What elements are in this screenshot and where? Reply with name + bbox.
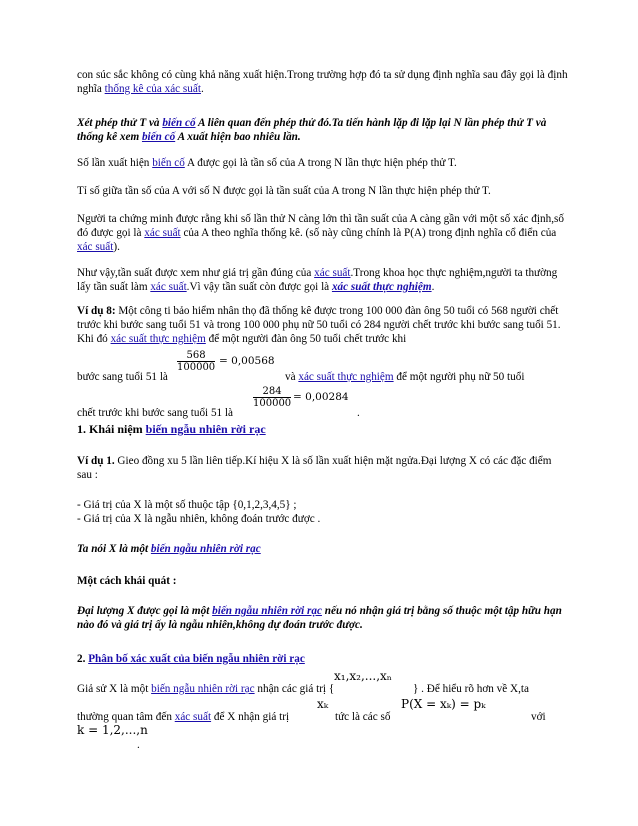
- link-xac-suat[interactable]: xác suất: [174, 711, 212, 723]
- text: Đại lượng X được gọi là một: [77, 605, 213, 617]
- fraction-denominator: 100000: [253, 398, 292, 409]
- paragraph-line: [77, 710, 289, 724]
- text: Xét phép thử T và: [77, 117, 163, 129]
- text: nếu nó nhận giá trị bằng số thuộc một tập hữu hạn nào đó và giá trị ấy là ngẫu nhiên,không dự đoán trước được.: [77, 605, 562, 631]
- text: tức là các số: [335, 711, 391, 723]
- text: A xuất hiện bao nhiêu lần.: [175, 131, 301, 143]
- text: } . Để hiểu rõ hơn về X,ta: [413, 683, 529, 695]
- text: bước sang tuổi 51 là: [77, 371, 168, 383]
- text: Số lần xuất hiện: [77, 157, 153, 169]
- link-xac-suat[interactable]: xác suất: [314, 267, 351, 279]
- text: Như vậy,tần suất được xem như giá trị gần đúng của: [77, 267, 315, 279]
- text: Một cách khái quát :: [77, 575, 177, 587]
- paragraph-relative-frequency: [77, 184, 569, 198]
- paragraph-line: [285, 370, 524, 384]
- example-label: Ví dụ 1.: [77, 455, 115, 467]
- paragraph-line: [77, 682, 334, 696]
- text: 2.: [77, 653, 89, 665]
- text: Giả sử X là một: [77, 683, 152, 695]
- fraction-numerator: 568: [177, 350, 215, 362]
- list-item: - Giá trị của X là một số thuộc tập {0,1,2,3,4,5} ;: [77, 499, 297, 511]
- link-thong-ke-xac-suat[interactable]: thống kê của xác suất: [104, 83, 201, 95]
- section-heading-1: [77, 422, 569, 436]
- link-bien-ngau-nhien-roi-rac[interactable]: biến ngẫu nhiên rời rạc: [212, 605, 322, 617]
- text: .Trong khoa học thực nghiệm,người ta thường lấy tần suất làm: [77, 267, 558, 293]
- math-xk: xₖ: [317, 697, 329, 711]
- paragraph-conclusion: [77, 542, 569, 556]
- paragraph-convergence: [77, 212, 569, 254]
- text: 1. Khái niệm: [77, 422, 146, 436]
- fraction-formula-1: [177, 350, 215, 373]
- link-xac-suat-thuc-nghiem[interactable]: xác suất thực nghiệm: [331, 281, 432, 293]
- text: Ta nói X là một: [77, 543, 151, 555]
- text: của A theo nghĩa thống kê. (số này cũng chính là P(A) trong định nghĩa cổ điển của: [180, 227, 557, 239]
- paragraph-frequency: [77, 156, 569, 170]
- paragraph-approximation: [77, 266, 569, 294]
- text: .: [357, 407, 360, 419]
- link-bien-ngau-nhien-roi-rac[interactable]: biến ngẫu nhiên rời rạc: [145, 422, 266, 436]
- fraction-numerator: 284: [253, 386, 291, 398]
- paragraph-properties: [77, 498, 569, 526]
- formula-value-2: = 0,00284: [293, 391, 349, 403]
- paragraph-definition-intro: [77, 68, 569, 96]
- text: .: [200, 83, 204, 95]
- text: với: [531, 711, 546, 723]
- math-probability-pk: P(X = xₖ) = pₖ: [401, 697, 486, 711]
- paragraph-example-1: [77, 454, 569, 482]
- text: để một người phụ nữ 50 tuổi: [393, 371, 525, 383]
- text: để một người đàn ông 50 tuổi chết trước khi: [205, 333, 407, 345]
- link-phan-bo-xac-suat[interactable]: Phân bố xác xuất của biến ngẫu nhiên rời rạc: [88, 653, 305, 665]
- paragraph-example-8: [77, 304, 569, 346]
- list-item: - Giá trị của X là ngẫu nhiên, không đoán trước được .: [77, 513, 321, 525]
- math-values-x1-xn: x₁,x₂,...,xₙ: [334, 669, 393, 683]
- fraction-denominator: 100000: [177, 362, 216, 373]
- text: để X nhận giá trị: [211, 711, 290, 723]
- paragraph-general: [77, 574, 569, 588]
- text: Người ta chứng minh được rằng khi số lần thử N càng lớn thì tần suất của A càng gần với một số xác định,số đó được gọi là: [77, 213, 564, 239]
- link-bien-ngau-nhien-roi-rac[interactable]: biến ngẫu nhiên rời rạc: [151, 683, 255, 695]
- text: A được gọi là tần số của A trong N lần thực hiện phép thử T.: [184, 157, 457, 169]
- text: chết trước khi bước sang tuổi 51 là: [77, 407, 233, 419]
- paragraph-experiment: [77, 116, 569, 144]
- link-bien-co[interactable]: biến cố: [141, 131, 176, 143]
- formula-value-1: = 0,00568: [219, 355, 275, 367]
- math-k-range: k = 1,2,...,n: [77, 723, 148, 737]
- text: Gieo đồng xu 5 lần liên tiếp.Kí hiệu X là số lần xuất hiện mặt ngửa.Đại lượng X có các đặc điểm sau :: [77, 455, 552, 481]
- text: nhận các giá trị {: [254, 683, 335, 695]
- link-xac-suat[interactable]: xác suất: [77, 241, 114, 253]
- text: Một công ti bảo hiểm nhân thọ đã thống kê được trong 100 000 đàn ông 50 tuổi có 568 người chết trước khi bước sang tuổi 51 và trong 100 000 phụ nữ 50 tuổi có 284 người chết trước khi bước sang tuổi 51. Khi đó: [77, 305, 561, 345]
- text: thường quan tâm đến: [77, 711, 175, 723]
- link-xac-suat[interactable]: xác suất: [144, 227, 181, 239]
- link-bien-co[interactable]: biến cố: [152, 157, 185, 169]
- paragraph-definition-random-variable: [77, 604, 569, 632]
- text: con súc sắc không có cùng khả năng xuất hiện.Trong trường hợp đó ta sử dụng định nghĩa sau đây gọi là định nghĩa: [77, 69, 568, 95]
- text: .: [431, 281, 435, 293]
- text: Tỉ số giữa tần số của A với số N được gọi là tần suất của A trong N lần thực hiện phép thử T.: [77, 185, 491, 197]
- text: ).: [113, 241, 120, 253]
- example-label: Ví dụ 8:: [77, 305, 116, 317]
- paragraph-line: [77, 406, 233, 420]
- link-xac-suat[interactable]: xác suất: [150, 281, 187, 293]
- text: .Vì vậy tần suất còn được gọi là: [186, 281, 332, 293]
- fraction-formula-2: [253, 386, 291, 409]
- link-bien-ngau-nhien-roi-rac[interactable]: biến ngẫu nhiên rời rạc: [150, 543, 261, 555]
- link-bien-co[interactable]: biến cố: [162, 117, 196, 129]
- text: và: [285, 371, 299, 383]
- link-xac-suat-thuc-nghiem[interactable]: xác suất thực nghiệm: [110, 333, 206, 345]
- paragraph-line: [77, 370, 168, 384]
- text: .: [137, 739, 140, 751]
- link-xac-suat-thuc-nghiem[interactable]: xác suất thực nghiệm: [298, 371, 394, 383]
- section-heading-2: [77, 652, 569, 666]
- text: A liên quan đến phép thử đó.Ta tiến hành lặp đi lặp lại N lần phép thử T và thống kê xem: [77, 117, 547, 143]
